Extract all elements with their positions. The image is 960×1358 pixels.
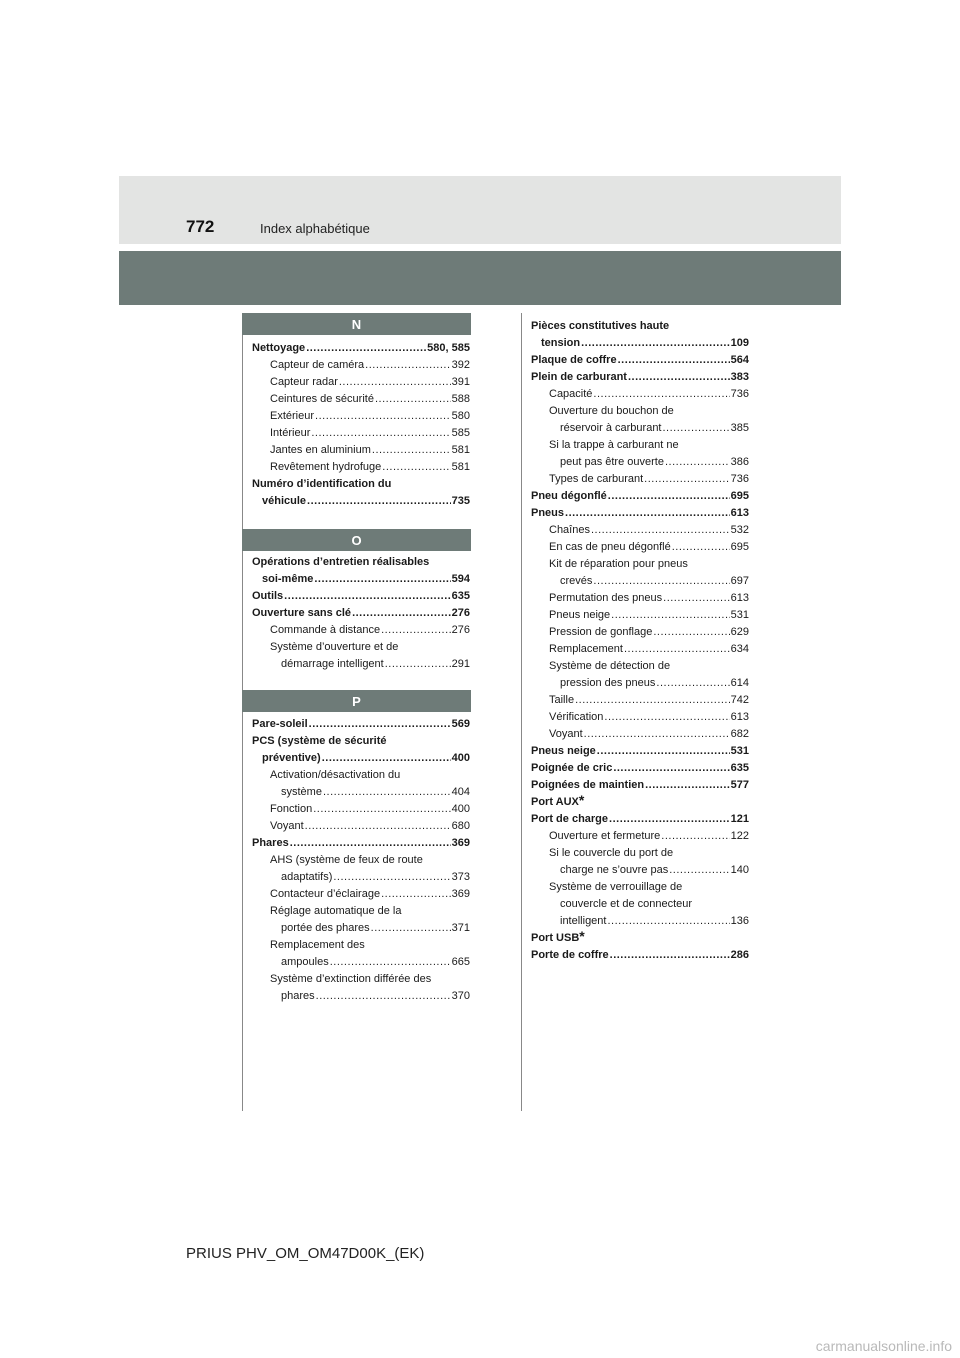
index-subentry: Remplacement ..... 634 bbox=[531, 641, 749, 658]
index-entry: Plaque de coffre ..... 564 bbox=[531, 352, 749, 369]
index-entry: Phares ..... 369 bbox=[252, 835, 470, 852]
index-subentry: Voyant ..... 680 bbox=[252, 818, 470, 835]
index-entry: Port de charge ..... 121 bbox=[531, 811, 749, 828]
index-subentry-continuation: adaptatifs) ..... 373 bbox=[252, 869, 470, 886]
footer-model-code: PRIUS PHV_OM_OM47D00K_(EK) bbox=[186, 1245, 425, 1262]
index-subentry: Ouverture et fermeture ..... 122 bbox=[531, 828, 749, 845]
index-subentry-continuation: peut pas être ouverte ..... 386 bbox=[531, 454, 749, 471]
index-subentry: Réglage automatique de la bbox=[270, 905, 402, 917]
column-divider-middle bbox=[521, 313, 522, 1111]
index-entry: Pneu dégonflé ..... 695 bbox=[531, 488, 749, 505]
index-subentry: Ceintures de sécurité ..... 588 bbox=[252, 391, 470, 408]
index-entry: Pneus ..... 613 bbox=[531, 505, 749, 522]
section-letter-o bbox=[242, 529, 471, 551]
index-subentry: Si la trappe à carburant ne bbox=[549, 439, 679, 451]
index-subentry: Chaînes ..... 532 bbox=[531, 522, 749, 539]
index-subentry-continuation: système ..... 404 bbox=[252, 784, 470, 801]
index-entry: Pneus neige ..... 531 bbox=[531, 743, 749, 760]
index-subentry: Capteur de caméra ..... 392 bbox=[252, 357, 470, 374]
index-subentry: Jantes en aluminium ..... 581 bbox=[252, 442, 470, 459]
index-subentry: Kit de réparation pour pneus bbox=[549, 558, 688, 570]
watermark: carmanualsonline.info bbox=[815, 1338, 952, 1354]
index-group-o bbox=[252, 554, 470, 673]
index-subentry-continuation: charge ne s’ouvre pas ..... 140 bbox=[531, 862, 749, 879]
index-subentry: Remplacement des bbox=[270, 939, 365, 951]
index-group-p bbox=[252, 716, 470, 1005]
index-subentry-continuation: pression des pneus ..... 614 bbox=[531, 675, 749, 692]
index-subentry: Vérification ..... 613 bbox=[531, 709, 749, 726]
title-bar bbox=[119, 251, 841, 305]
index-entry: Outils ..... 635 bbox=[252, 588, 470, 605]
index-entry: Ouverture sans clé ..... 276 bbox=[252, 605, 470, 622]
index-entry: Pare-soleil ..... 569 bbox=[252, 716, 470, 733]
index-subentry: Système d’ouverture et de bbox=[270, 641, 399, 653]
section-title: Index alphabétique bbox=[260, 221, 370, 236]
index-entry: Poignées de maintien ..... 577 bbox=[531, 777, 749, 794]
index-subentry: Système d’extinction différée des bbox=[270, 973, 432, 985]
index-subentry: Types de carburant ..... 736 bbox=[531, 471, 749, 488]
index-subentry-continuation: intelligent ..... 136 bbox=[531, 913, 749, 930]
index-subentry: Contacteur d’éclairage ..... 369 bbox=[252, 886, 470, 903]
index-subentry-continuation: crevés ..... 697 bbox=[531, 573, 749, 590]
header-band bbox=[119, 176, 841, 244]
index-entry: Port AUX * bbox=[531, 792, 585, 808]
index-subentry: Extérieur ..... 580 bbox=[252, 408, 470, 425]
index-subentry: Taille ..... 742 bbox=[531, 692, 749, 709]
index-entry: Pièces constitutives haute bbox=[531, 320, 670, 332]
index-subentry: Intérieur ..... 585 bbox=[252, 425, 470, 442]
index-subentry: Revêtement hydrofuge ..... 581 bbox=[252, 459, 470, 476]
column-divider-left bbox=[242, 313, 243, 1111]
index-subentry: Voyant ..... 682 bbox=[531, 726, 749, 743]
section-letter-text: O bbox=[351, 532, 362, 548]
index-group-n bbox=[252, 340, 470, 510]
index-subentry: Permutation des pneus ..... 613 bbox=[531, 590, 749, 607]
index-subentry: Système de verrouillage de bbox=[549, 881, 683, 893]
index-entry: PCS (système de sécurité bbox=[252, 735, 387, 747]
index-entry-continuation: soi-même ..... 594 bbox=[252, 571, 470, 588]
section-letter-p bbox=[242, 690, 471, 712]
index-subentry: Fonction ..... 400 bbox=[252, 801, 470, 818]
index-subentry: Capteur radar ..... 391 bbox=[252, 374, 470, 391]
index-subentry-continuation: phares ..... 370 bbox=[252, 988, 470, 1005]
index-subentry: AHS (système de feux de route bbox=[270, 854, 423, 866]
section-letter-text: P bbox=[352, 693, 361, 709]
section-letter-n bbox=[242, 313, 471, 335]
page-number: 772 bbox=[186, 217, 215, 236]
index-entry: Opérations d’entretien réalisables bbox=[252, 556, 430, 568]
index-subentry-continuation: ampoules ..... 665 bbox=[252, 954, 470, 971]
index-entry: Plein de carburant ..... 383 bbox=[531, 369, 749, 386]
section-letter-text: N bbox=[351, 316, 362, 332]
index-column-right bbox=[531, 318, 749, 964]
index-subentry: Activation/désactivation du bbox=[270, 769, 401, 781]
index-subentry: Commande à distance ..... 276 bbox=[252, 622, 470, 639]
index-entry-continuation: tension ..... 109 bbox=[531, 335, 749, 352]
index-subentry-continuation: portée des phares ..... 371 bbox=[252, 920, 470, 937]
index-subentry: Système de détection de bbox=[549, 660, 671, 672]
index-subentry-continuation: réservoir à carburant ..... 385 bbox=[531, 420, 749, 437]
index-subentry: Pression de gonflage ..... 629 bbox=[531, 624, 749, 641]
index-entry-continuation: préventive) ..... 400 bbox=[252, 750, 470, 767]
index-entry-continuation: véhicule ..... 735 bbox=[252, 493, 470, 510]
index-subentry: Si le couvercle du port de bbox=[549, 847, 674, 859]
index-entry: Poignée de cric ..... 635 bbox=[531, 760, 749, 777]
index-subentry: En cas de pneu dégonflé ..... 695 bbox=[531, 539, 749, 556]
index-subentry: Pneus neige ..... 531 bbox=[531, 607, 749, 624]
index-entry: Nettoyage ..... 580, 585 bbox=[252, 340, 470, 357]
index-entry: Porte de coffre ..... 286 bbox=[531, 947, 749, 964]
index-entry: Port USB * bbox=[531, 928, 585, 944]
index-subentry-continuation: couvercle et de connecteur bbox=[560, 898, 693, 910]
index-subentry-continuation: démarrage intelligent ..... 291 bbox=[252, 656, 470, 673]
index-entry: Numéro d’identification du bbox=[252, 478, 392, 490]
index-subentry: Capacité ..... 736 bbox=[531, 386, 749, 403]
index-subentry: Ouverture du bouchon de bbox=[549, 405, 674, 417]
